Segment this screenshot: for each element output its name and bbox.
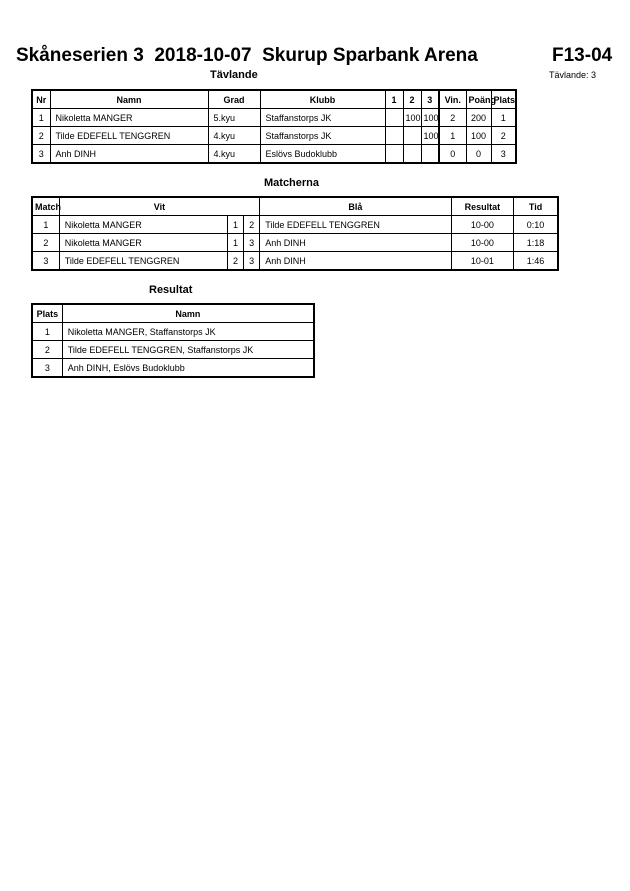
name-cell: Anh DINH: [50, 145, 208, 164]
col-result: Resultat: [451, 197, 513, 216]
table-row: [32, 252, 558, 271]
blue-name-cell: Anh DINH: [260, 234, 451, 252]
place-cell: 3: [491, 145, 516, 164]
table-row: [32, 109, 516, 127]
col-blue: Blå: [260, 197, 451, 216]
match-cell: 2: [32, 234, 59, 252]
place-cell: 1: [491, 109, 516, 127]
white-nr-cell: 1: [227, 234, 243, 252]
col-grade: Grad: [208, 90, 260, 109]
wins-cell: 1: [439, 127, 466, 145]
col-time: Tid: [514, 197, 558, 216]
col-round-1: 1: [385, 90, 403, 109]
competitors-count: [549, 70, 596, 80]
name-cell: Nikoletta MANGER: [50, 109, 208, 127]
category-code: F13-04: [552, 45, 613, 66]
competitors-heading: Tävlande: [210, 69, 258, 81]
name-cell: Nikoletta MANGER, Staffanstorps JK: [62, 323, 314, 341]
round-2-cell: [403, 145, 421, 164]
col-name: Namn: [62, 304, 314, 323]
nr-cell: 2: [32, 127, 50, 145]
time-cell: 1:46: [514, 252, 558, 271]
blue-name-cell: Anh DINH: [260, 252, 451, 271]
blue-nr-cell: 3: [244, 252, 260, 271]
club-cell: Staffanstorps JK: [260, 109, 385, 127]
name-cell: Anh DINH, Eslövs Budoklubb: [62, 359, 314, 378]
competitors-header-row: [32, 90, 516, 109]
matches-table: [31, 196, 559, 271]
wins-cell: 2: [439, 109, 466, 127]
table-row: [32, 341, 314, 359]
name-cell: Tilde EDEFELL TENGGREN: [50, 127, 208, 145]
match-cell: 3: [32, 252, 59, 271]
nr-cell: 3: [32, 145, 50, 164]
competitors-count-value: 3: [591, 70, 597, 80]
table-row: [32, 145, 516, 164]
round-2-cell: 100: [403, 109, 421, 127]
round-1-cell: [385, 145, 403, 164]
table-row: [32, 323, 314, 341]
round-1-cell: [385, 127, 403, 145]
results-heading: Resultat: [149, 284, 193, 296]
place-cell: 1: [32, 323, 62, 341]
points-cell: 100: [466, 127, 491, 145]
results-header-row: [32, 304, 314, 323]
result-cell: 10-00: [451, 216, 513, 234]
col-nr: Nr: [32, 90, 50, 109]
round-3-cell: 100: [421, 127, 439, 145]
nr-cell: 1: [32, 109, 50, 127]
col-round-2: 2: [403, 90, 421, 109]
blue-nr-cell: 2: [244, 216, 260, 234]
page-title: Skåneserien 3 2018-10-07 Skurup Sparbank Arena: [16, 45, 478, 66]
grade-cell: 4.kyu: [208, 127, 260, 145]
table-row: [32, 359, 314, 378]
col-round-3: 3: [421, 90, 439, 109]
white-nr-cell: 1: [227, 216, 243, 234]
col-white: Vit: [59, 197, 260, 216]
blue-name-cell: Tilde EDEFELL TENGGREN: [260, 216, 451, 234]
white-nr-cell: 2: [227, 252, 243, 271]
table-row: [32, 127, 516, 145]
points-cell: 200: [466, 109, 491, 127]
place-cell: 2: [491, 127, 516, 145]
club-cell: Eslövs Budoklubb: [260, 145, 385, 164]
round-3-cell: 100: [421, 109, 439, 127]
col-place: Plats: [32, 304, 62, 323]
round-1-cell: [385, 109, 403, 127]
place-cell: 2: [32, 341, 62, 359]
white-name-cell: Tilde EDEFELL TENGGREN: [59, 252, 227, 271]
place-cell: 3: [32, 359, 62, 378]
white-name-cell: Nikoletta MANGER: [59, 216, 227, 234]
club-cell: Staffanstorps JK: [260, 127, 385, 145]
time-cell: 1:18: [514, 234, 558, 252]
competitors-table: [31, 89, 517, 164]
matches-heading: Matcherna: [264, 177, 320, 189]
col-name: Namn: [50, 90, 208, 109]
col-match: Match: [32, 197, 59, 216]
grade-cell: 4.kyu: [208, 145, 260, 164]
table-row: [32, 234, 558, 252]
white-name-cell: Nikoletta MANGER: [59, 234, 227, 252]
round-3-cell: [421, 145, 439, 164]
result-cell: 10-01: [451, 252, 513, 271]
col-points: Poäng: [466, 90, 491, 109]
table-row: [32, 216, 558, 234]
match-cell: 1: [32, 216, 59, 234]
time-cell: 0:10: [514, 216, 558, 234]
result-cell: 10-00: [451, 234, 513, 252]
col-wins: Vin.: [439, 90, 466, 109]
blue-nr-cell: 3: [244, 234, 260, 252]
col-club: Klubb: [260, 90, 385, 109]
name-cell: Tilde EDEFELL TENGGREN, Staffanstorps JK: [62, 341, 314, 359]
competitors-count-label: Tävlande:: [549, 70, 589, 80]
col-place: Plats: [491, 90, 516, 109]
wins-cell: 0: [439, 145, 466, 164]
results-table: [31, 303, 315, 378]
grade-cell: 5.kyu: [208, 109, 260, 127]
points-cell: 0: [466, 145, 491, 164]
matches-header-row: [32, 197, 558, 216]
round-2-cell: [403, 127, 421, 145]
